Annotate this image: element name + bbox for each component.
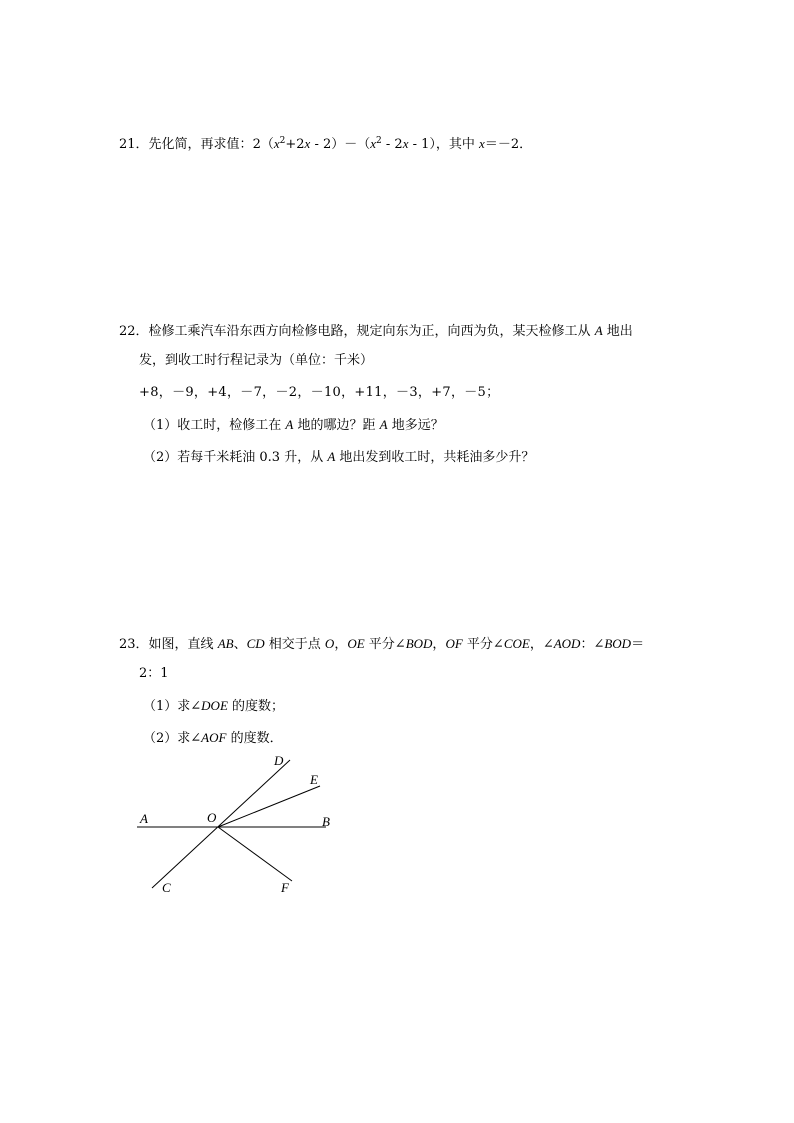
q23-var: OF	[445, 636, 463, 651]
q23-part-2	[143, 730, 283, 747]
q23-var: DOE	[201, 698, 228, 713]
q22-stem-line1	[119, 323, 633, 340]
q23-text: ，∠	[529, 637, 554, 652]
q23-var: O	[324, 636, 335, 651]
question-21	[119, 136, 532, 153]
q23-text: 平分∠	[364, 637, 406, 652]
q22-text: （2）若每千米耗油 0.3 升，从	[143, 450, 328, 465]
label-A: A	[140, 811, 148, 826]
q22-text: 地多远？	[387, 418, 444, 433]
q21-prefix: 先化简，再求值：	[148, 137, 253, 152]
label-C: C	[162, 880, 171, 895]
q21-number: 21．	[119, 137, 149, 152]
q23-var: BOD	[604, 636, 632, 651]
q22-stem-line2: 发，到收工时行程记录为（单位：千米）	[139, 353, 374, 368]
q22-text: 地出发到收工时，共耗油多少升？	[335, 450, 535, 465]
label-O: O	[207, 810, 217, 825]
q22-text: 22．检修工乘汽车沿东西方向检修电路，规定向东为正，向西为负，某天检修工从	[119, 324, 595, 339]
q23-text: 平分∠	[462, 637, 504, 652]
q22-text: 地的哪边？距	[293, 418, 380, 433]
q22-text: 地出	[602, 324, 633, 339]
q22-part-1	[143, 417, 444, 434]
q21-var: x	[479, 136, 485, 151]
q23-text: 相交于点	[264, 637, 325, 652]
q21-var: x	[273, 136, 280, 151]
q23-var: COE	[503, 636, 530, 651]
q21-var: x	[304, 136, 311, 151]
label-B: B	[322, 814, 330, 829]
q23-text: 的度数．	[226, 731, 283, 746]
q22-text: （1）收工时，检修工在	[143, 418, 286, 433]
q23-var: CD	[246, 636, 265, 651]
q21-text: ＝－2．	[484, 137, 533, 152]
q23-var: AB	[217, 636, 234, 651]
q23-text: ：∠	[580, 637, 605, 652]
q21-var: x	[370, 136, 377, 151]
q23-part-1	[143, 698, 284, 715]
q23-var: AOD	[553, 636, 581, 651]
line-CD	[152, 760, 290, 888]
q22-point: A	[327, 449, 336, 464]
q23-text: ，	[432, 637, 446, 652]
q21-text: - 1），其中	[408, 137, 480, 152]
q23-ratio: 2：1	[139, 666, 169, 681]
q22-point: A	[594, 323, 603, 338]
q23-var: AOF	[201, 730, 227, 745]
q21-text: - 2	[381, 137, 403, 152]
q21-var: x	[402, 136, 409, 151]
q23-text: 的度数；	[227, 699, 285, 714]
q23-text: ＝	[631, 637, 645, 652]
q22-point: A	[379, 417, 388, 432]
q23-text: （1）求∠	[143, 699, 202, 714]
q21-exp: 2	[279, 136, 286, 146]
q21-text: 2（	[252, 137, 274, 152]
q21-text: - 2）－（	[310, 137, 371, 152]
q23-var: OE	[347, 636, 365, 651]
label-D: D	[274, 753, 284, 768]
q23-text: ，	[334, 637, 348, 652]
ray-OE	[218, 786, 320, 827]
q22-point: A	[285, 417, 294, 432]
label-F: F	[281, 880, 289, 895]
q23-text: （2）求∠	[143, 731, 202, 746]
q21-text: +2	[285, 137, 305, 152]
q22-part-2	[143, 449, 534, 466]
geometry-figure	[130, 750, 340, 900]
ray-OF	[218, 827, 292, 881]
q22-records: +8，－9，+4，－7，－2，－10，+11，－3，+7，－5；	[139, 385, 500, 400]
label-E: E	[310, 772, 318, 787]
q23-var: BOD	[405, 636, 433, 651]
q23-stem-line1	[119, 636, 644, 653]
q21-exp: 2	[376, 136, 382, 146]
q23-text: 23．如图，直线	[119, 637, 218, 652]
q23-text: 、	[233, 637, 247, 652]
